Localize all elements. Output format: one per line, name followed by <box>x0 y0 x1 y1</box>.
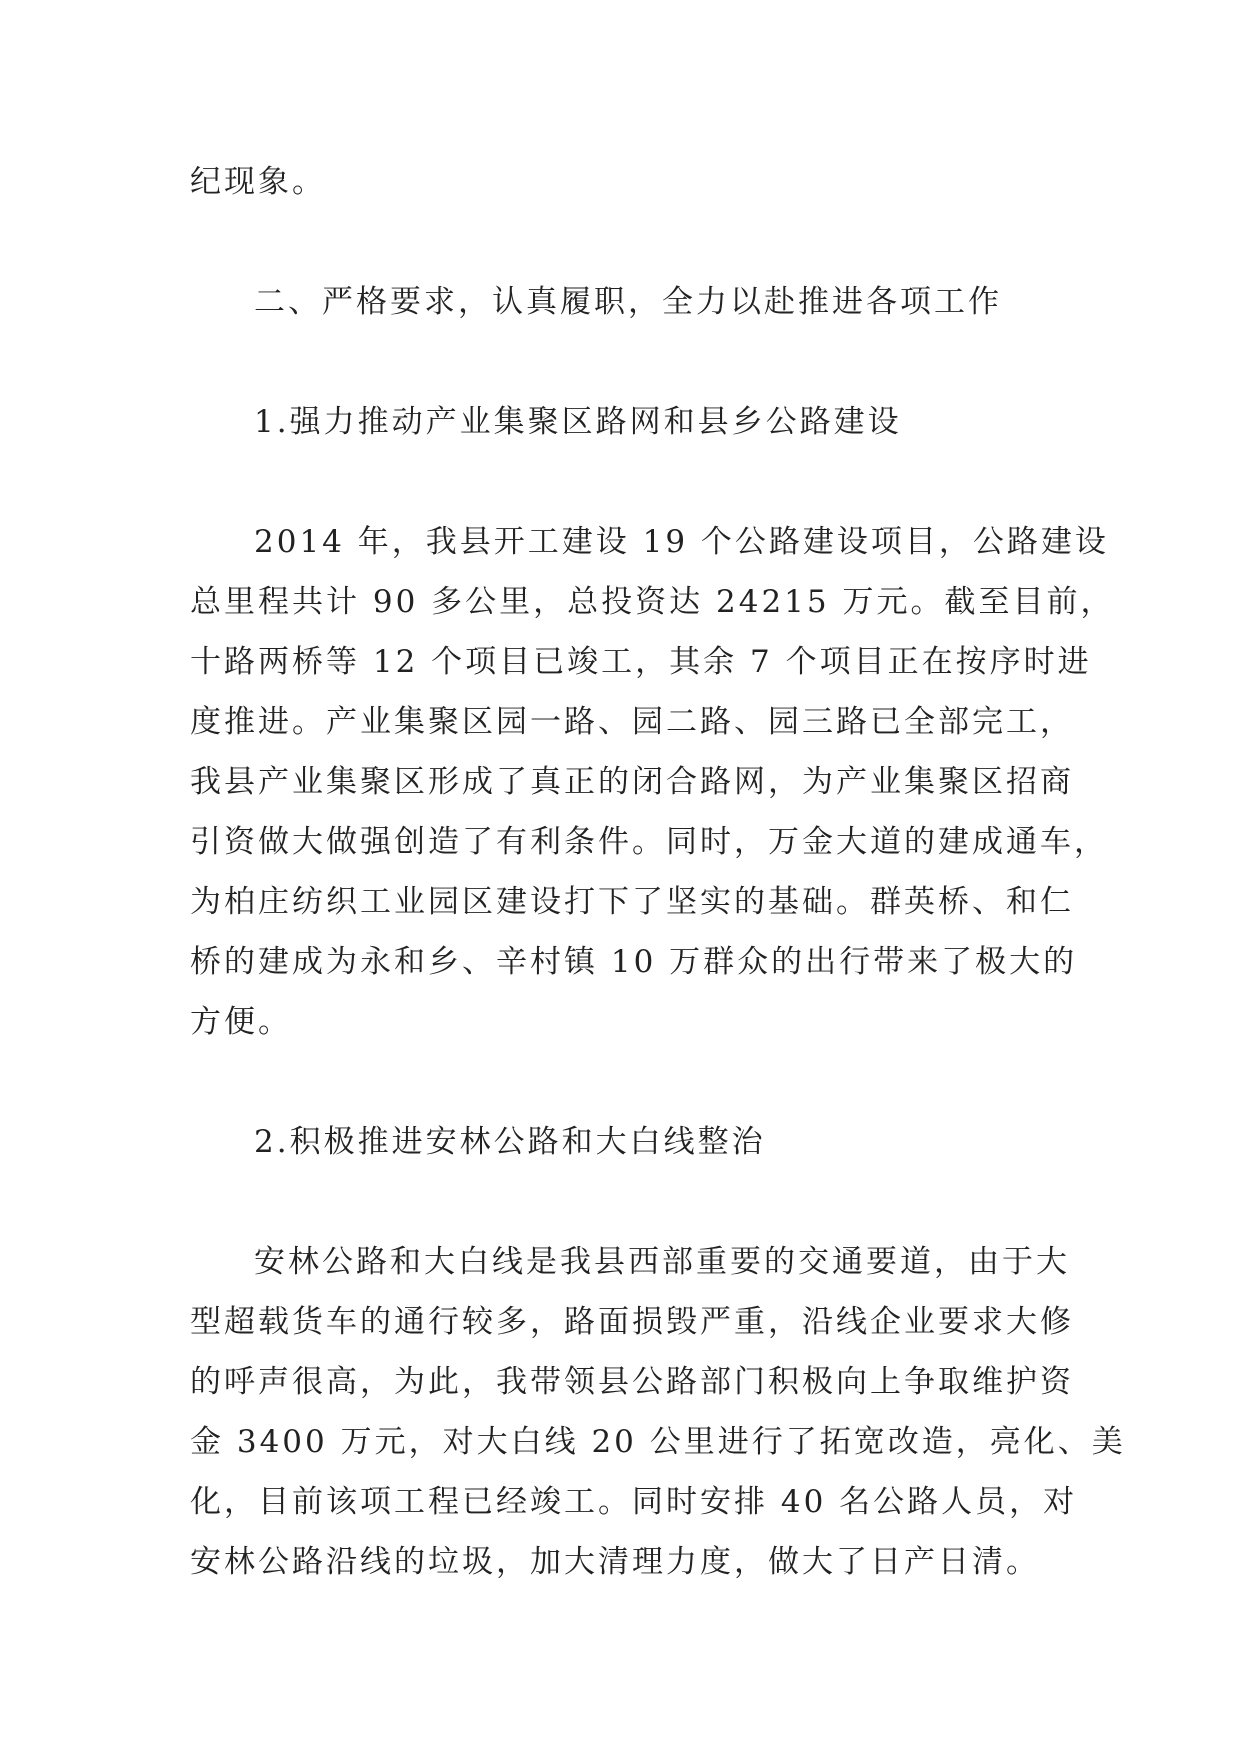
paragraph-gap <box>190 332 1068 392</box>
paragraph-line: 型超载货车的通行较多，路面损毁严重，沿线企业要求大修 <box>190 1304 1074 1340</box>
item-2-heading: 2.积极推进安林公路和大白线整治 <box>254 1124 766 1160</box>
paragraph-line: 方便。 <box>190 1004 292 1040</box>
paragraph-line: 金 3400 万元，对大白线 20 公里进行了拓宽改造，亮化、美 <box>190 1424 1126 1460</box>
paragraph-gap <box>190 212 1068 272</box>
document-body <box>190 152 1126 1592</box>
paragraph-gap <box>190 1172 1068 1232</box>
item-2-body <box>190 1232 1126 1592</box>
paragraph-line: 十路两桥等 12 个项目已竣工，其余 7 个项目正在按序时进 <box>190 644 1092 680</box>
paragraph-line: 我县产业集聚区形成了真正的闭合路网，为产业集聚区招商 <box>190 764 1074 800</box>
item-1-body <box>190 512 1115 1052</box>
paragraph-line: 化，目前该项工程已经竣工。同时安排 40 名公路人员，对 <box>190 1484 1078 1520</box>
paragraph-line: 纪现象。 <box>190 164 326 200</box>
paragraph-gap <box>190 452 1068 512</box>
paragraph-line: 为柏庄纺织工业园区建设打下了坚实的基础。群英桥、和仁 <box>190 884 1074 920</box>
paragraph-line: 桥的建成为永和乡、辛村镇 10 万群众的出行带来了极大的 <box>190 944 1078 980</box>
paragraph-line: 度推进。产业集聚区园一路、园二路、园三路已全部完工， <box>190 704 1074 740</box>
paragraph-line: 总里程共计 90 多公里，总投资达 24215 万元。截至目前， <box>190 584 1115 620</box>
section-heading: 二、严格要求，认真履职，全力以赴推进各项工作 <box>254 284 1002 320</box>
paragraph-line: 引资做大做强创造了有利条件。同时，万金大道的建成通车， <box>190 824 1108 860</box>
item-1-heading: 1.强力推动产业集聚区路网和县乡公路建设 <box>254 404 902 440</box>
paragraph-line: 2014 年，我县开工建设 19 个公路建设项目，公路建设 <box>254 524 1109 560</box>
paragraph-line: 安林公路沿线的垃圾，加大清理力度，做大了日产日清。 <box>190 1544 1040 1580</box>
paragraph-line: 的呼声很高，为此，我带领县公路部门积极向上争取维护资 <box>190 1364 1074 1400</box>
paragraph-line: 安林公路和大白线是我县西部重要的交通要道，由于大 <box>254 1244 1070 1280</box>
paragraph-gap <box>190 1052 1068 1112</box>
